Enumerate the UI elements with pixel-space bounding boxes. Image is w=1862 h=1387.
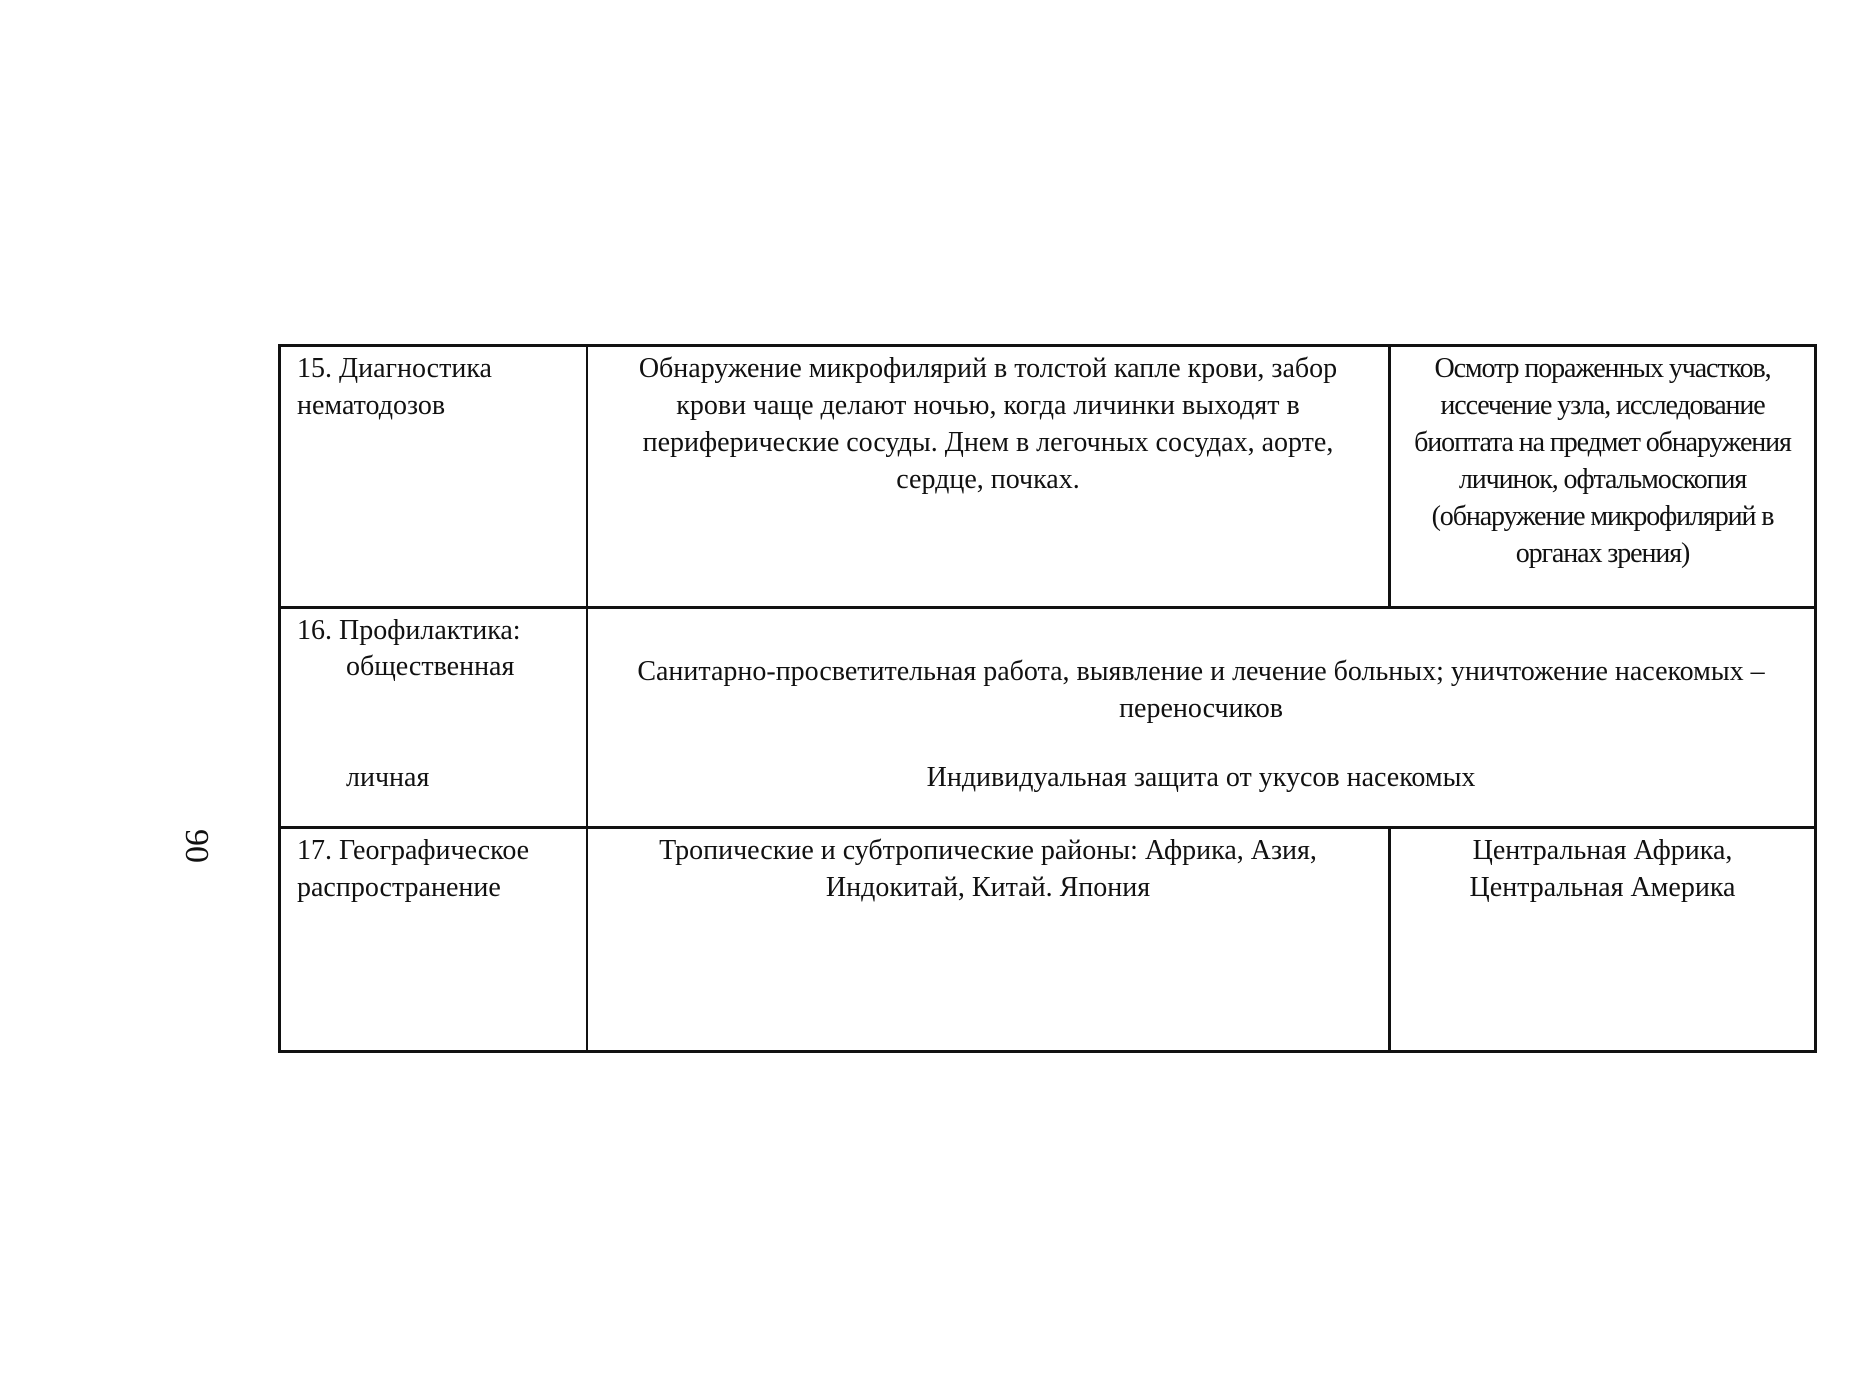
personal-prevention-label: личная	[346, 762, 430, 793]
row-17-title: 17. Географическое распространение	[281, 829, 588, 1050]
row-15-tissue-diagnostics: Осмотр пораженных участков, иссечение узла, исследование биоптата на предмет обнаружения личинок, офтальмоскопия (обнаружение микрофилярий в органах зрения)	[1414, 353, 1791, 569]
row-15-blood-diagnostics: Обнаружение микрофилярий в толстой капле крови, забор крови чаще делают ночью, когда личинки выходят в периферические сосуды. Днем в легочных сосудах, аорте, сердце, почках.	[588, 347, 1391, 606]
row-16-title: 16. Профилактика:	[297, 615, 521, 646]
row-15-title: 15. Диагностика нематодозов	[281, 347, 588, 606]
personal-prevention-text: Индивидуальная защита от укусов насекомых	[926, 762, 1476, 793]
table-row	[281, 609, 1814, 829]
page-number: 90	[178, 829, 215, 863]
public-prevention-label: общественная	[346, 651, 515, 682]
table-row	[281, 829, 1814, 1050]
row-17-regions-specific: Центральная Африка, Центральная Америка	[1469, 835, 1736, 903]
row-17-regions: Тропические и субтропические районы: Африка, Азия, Индокитай, Китай. Япония	[588, 829, 1391, 1050]
table-row	[281, 347, 1814, 609]
row-16-content-cell	[588, 609, 1814, 826]
info-table	[278, 344, 1817, 1053]
row-16-label-cell	[281, 609, 588, 826]
public-prevention-text: Санитарно-просветительная работа, выявление и лечение больных; уничтожение насекомых – переносчиков	[637, 656, 1765, 724]
